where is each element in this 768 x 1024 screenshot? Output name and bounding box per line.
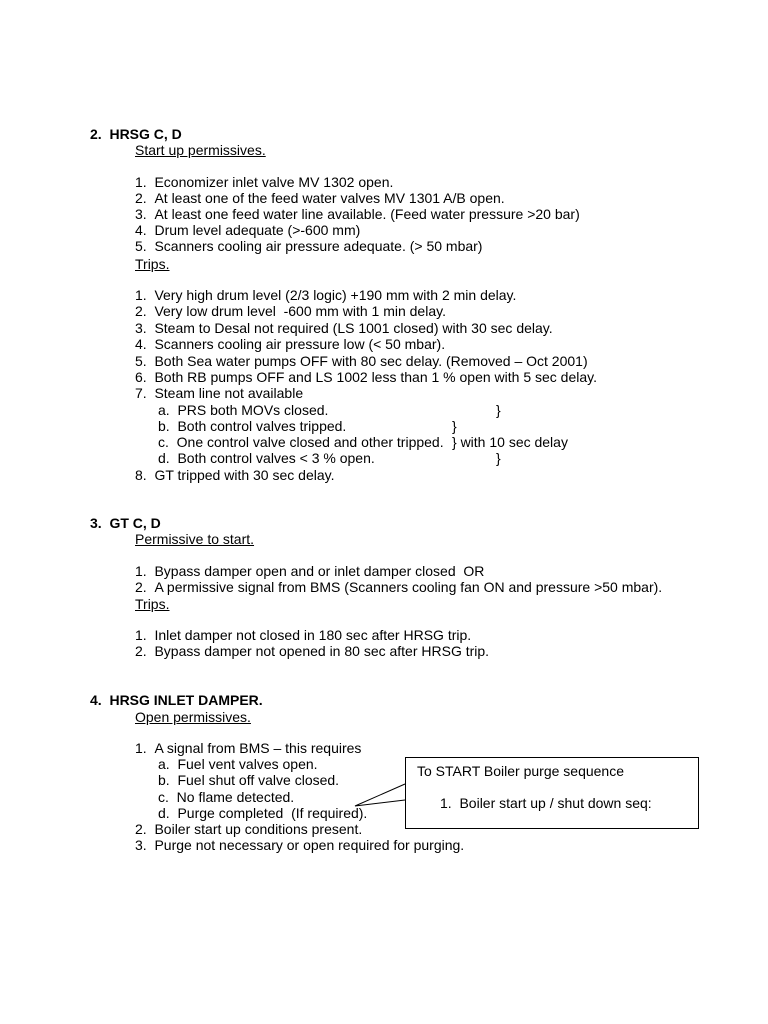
trips-label: Trips. [135,596,170,612]
brace: } [496,450,501,466]
startup-item: 2. At least one of the feed water valves MV 1301 A/B open. [135,190,505,206]
callout-pointer-line [355,784,405,806]
trip-item: 2. Very low drum level -600 mm with 1 min delay. [135,303,446,319]
open-permissive-sub-item: c. No flame detected. [158,789,295,805]
open-permissives-label: Open permissives. [135,709,251,725]
open-permissive-item: 1. A signal from BMS – this requires [135,740,362,756]
brace: } [496,402,501,418]
trip-item: 7. Steam line not available [135,385,304,401]
open-permissive-sub-item: b. Fuel shut off valve closed. [158,772,340,788]
section-3-heading: 3. GT C, D [90,515,161,531]
startup-permissives-label: Start up permissives. [135,142,266,158]
trip-item: 1. Inlet damper not closed in 180 sec after HRSG trip. [135,627,472,643]
startup-item: 5. Scanners cooling air pressure adequate. (> 50 mbar) [135,238,483,254]
open-permissive-item: 2. Boiler start up conditions present. [135,821,363,837]
open-permissive-sub-item: a. Fuel vent valves open. [158,756,318,772]
callout-item: 1. Boiler start up / shut down seq: [440,795,652,811]
permissive-to-start-label: Permissive to start. [135,531,255,547]
permissive-item: 2. A permissive signal from BMS (Scanners cooling fan ON and pressure >50 mbar). [135,579,663,595]
trip-sub-item: a. PRS both MOVs closed. [158,402,329,418]
trip-item: 5. Both Sea water pumps OFF with 80 sec delay. (Removed – Oct 2001) [135,353,588,369]
trips-label: Trips. [135,256,170,272]
startup-item: 4. Drum level adequate (>-600 mm) [135,222,361,238]
open-permissive-item: 3. Purge not necessary or open required for purging. [135,837,465,853]
brace: } [452,418,457,434]
section-2-heading: 2. HRSG C, D [90,126,182,142]
trip-item: 6. Both RB pumps OFF and LS 1002 less than 1 % open with 5 sec delay. [135,369,597,385]
trip-item: 1. Very high drum level (2/3 logic) +190 mm with 2 min delay. [135,287,517,303]
trip-item: 4. Scanners cooling air pressure low (< 50 mbar). [135,336,446,352]
trip-item: 2. Bypass damper not opened in 80 sec after HRSG trip. [135,643,490,659]
trip-item: 3. Steam to Desal not required (LS 1001 closed) with 30 sec delay. [135,320,553,336]
brace-with-delay: } with 10 sec delay [452,434,568,450]
trip-sub-item: c. One control valve closed and other tripped. [158,434,444,450]
trip-sub-item: b. Both control valves tripped. [158,418,347,434]
trip-item: 8. GT tripped with 30 sec delay. [135,467,335,483]
permissive-item: 1. Bypass damper open and or inlet damper closed OR [135,563,485,579]
startup-item: 3. At least one feed water line available. (Feed water pressure >20 bar) [135,206,580,222]
trip-sub-item: d. Both control valves < 3 % open. [158,450,375,466]
section-4-heading: 4. HRSG INLET DAMPER. [90,692,263,708]
startup-item: 1. Economizer inlet valve MV 1302 open. [135,174,394,190]
open-permissive-sub-item: d. Purge completed (If required). [158,805,368,821]
callout-box [405,757,699,829]
callout-title: To START Boiler purge sequence [417,763,625,779]
